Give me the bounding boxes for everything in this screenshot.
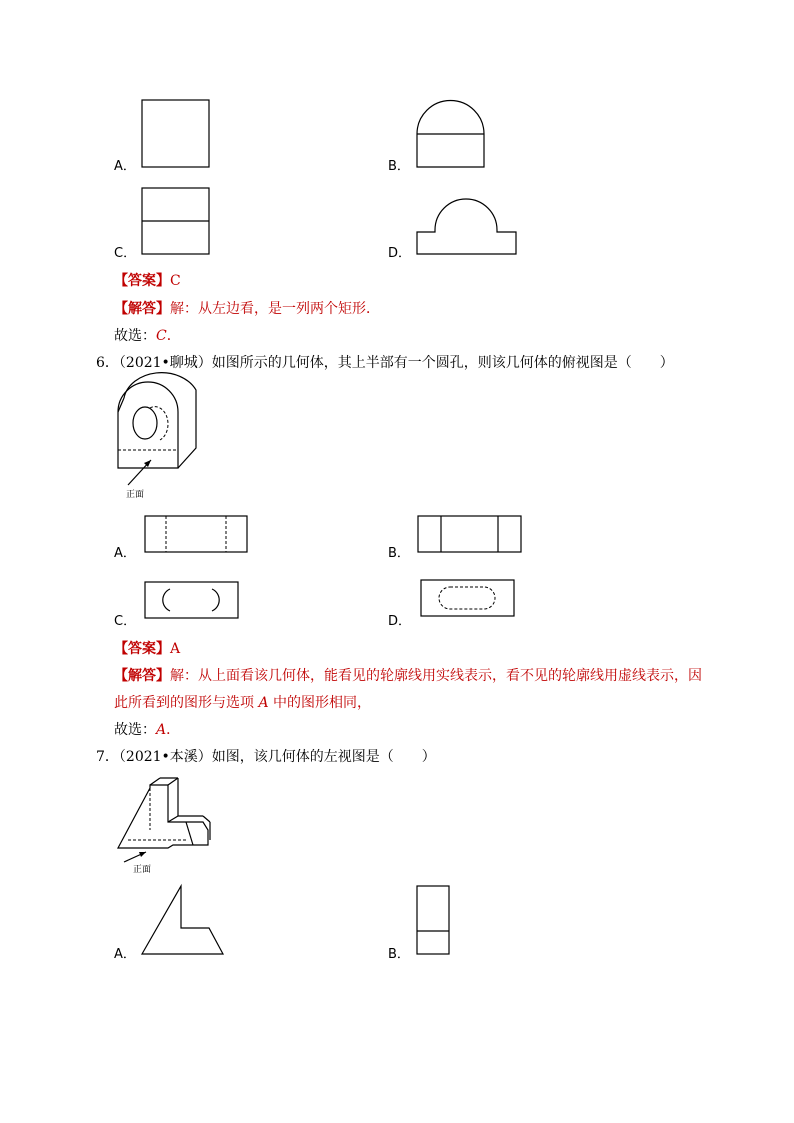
q6-option-b-label: B． xyxy=(388,546,410,561)
q6-figure-label: 正面 xyxy=(126,490,145,500)
conclusion-suffix: ． xyxy=(166,722,181,738)
q5-option-b-label: B． xyxy=(388,159,410,174)
q6-stem: 6．（2021•聊城）如图所示的几何体，其上半部有一个圆孔，则该几何体的俯视图是（ ） xyxy=(96,355,674,371)
conclusion-prefix: 故选： xyxy=(114,722,156,738)
q5-option-c-label: C． xyxy=(114,246,137,261)
analysis-text-2a: 此所看到的图形与选项 xyxy=(114,695,259,711)
q7-stem: 7．（2021•本溪）如图，该几何体的左视图是（ ） xyxy=(96,749,436,765)
answer-tag: 【答案】 xyxy=(114,273,170,289)
answer-tag: 【答案】 xyxy=(114,641,170,657)
conclusion-value: C xyxy=(156,328,167,344)
q5-option-d-label: D． xyxy=(388,246,412,261)
q6-option-d-label: D． xyxy=(388,614,412,629)
q5-option-a-label: A． xyxy=(114,159,136,174)
q6-option-c-label: C． xyxy=(114,614,137,629)
analysis-tag: 【解答】 xyxy=(114,668,170,684)
answer-value: C xyxy=(170,273,181,289)
analysis-text-1: 解：从上面看该几何体，能看见的轮廓线用实线表示，看不见的轮廓线用虚线表示，因 xyxy=(170,668,702,684)
conclusion-suffix: ． xyxy=(166,328,181,344)
analysis-text-2b: A xyxy=(258,695,269,711)
conclusion-value: A xyxy=(156,722,167,738)
analysis-tag: 【解答】 xyxy=(114,301,170,317)
q7-option-b-label: B． xyxy=(388,947,410,962)
analysis-text-2c: 中的图形相同， xyxy=(268,695,372,711)
answer-value: A xyxy=(170,641,181,657)
q6-option-a-label: A． xyxy=(114,546,136,561)
q7-option-a-label: A． xyxy=(114,947,136,962)
conclusion-prefix: 故选： xyxy=(114,328,156,344)
q7-figure-label: 正面 xyxy=(133,865,152,875)
analysis-text: 解：从左边看，是一列两个矩形． xyxy=(170,301,380,317)
